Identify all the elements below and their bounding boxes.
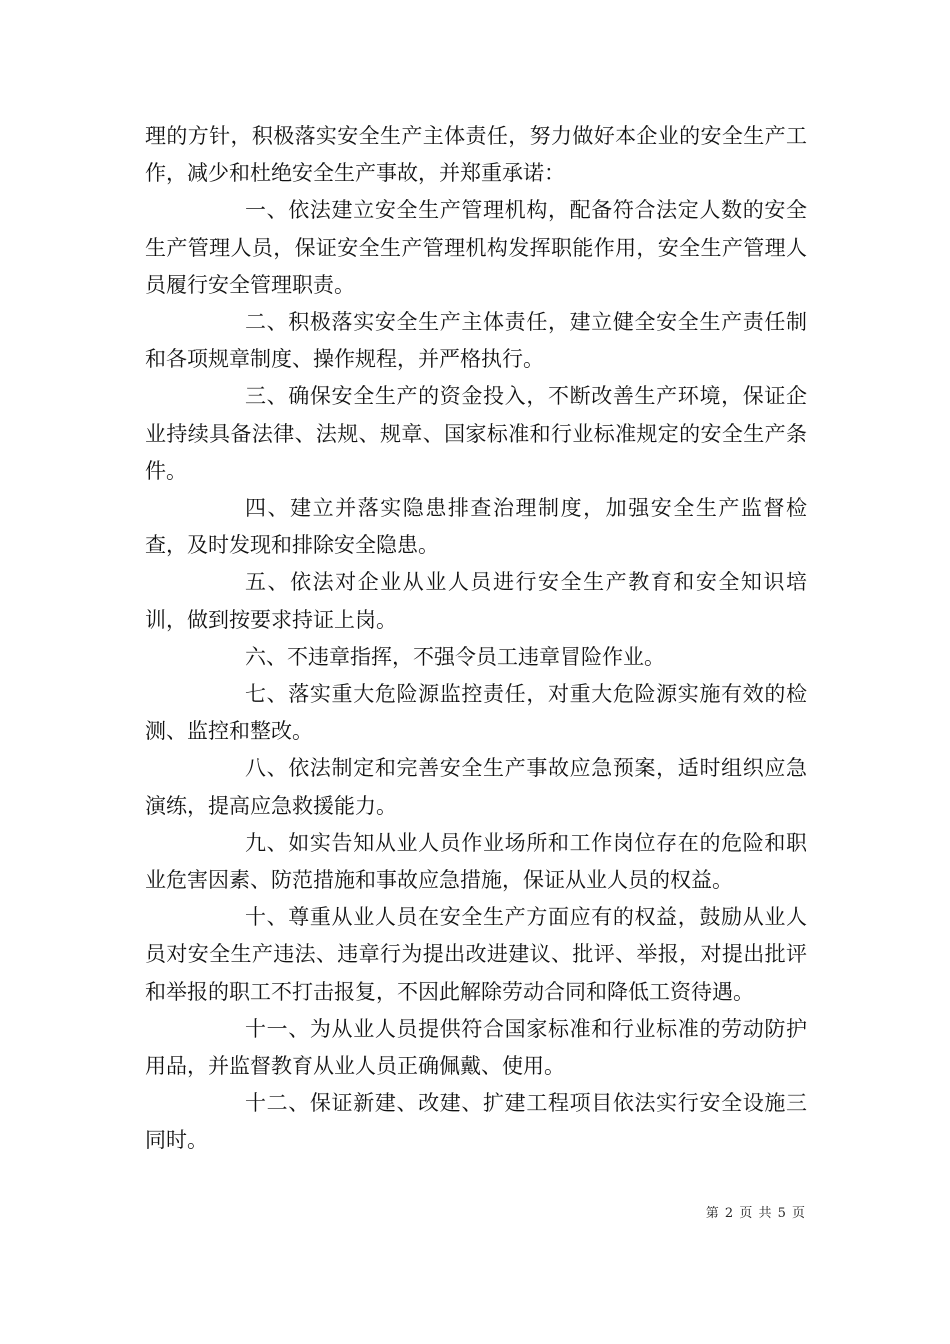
paragraph-item-11: 十一、为从业人员提供符合国家标准和行业标准的劳动防护用品，并监督教育从业人员正确佩戴、使用。: [145, 1016, 807, 1079]
paragraph-item-9: 九、如实告知从业人员作业场所和工作岗位存在的危险和职业危害因素、防范措施和事故应急措施，保证从业人员的权益。: [145, 830, 807, 893]
document-body: [145, 118, 807, 1160]
paragraph-item-2: 二、积极落实安全生产主体责任，建立健全安全生产责任制和各项规章制度、操作规程，并严格执行。: [145, 310, 807, 372]
paragraph-item-4: 四、建立并落实隐患排查治理制度，加强安全生产监督检查，及时发现和排除安全隐患。: [145, 496, 807, 558]
paragraph-item-7: 七、落实重大危险源监控责任，对重大危险源实施有效的检测、监控和整改。: [145, 682, 807, 744]
paragraph-item-1: 一、依法建立安全生产管理机构，配备符合法定人数的安全生产管理人员，保证安全生产管理机构发挥职能作用，安全生产管理人员履行安全管理职责。: [145, 198, 807, 297]
paragraph-item-3: 三、确保安全生产的资金投入，不断改善生产环境，保证企业持续具备法律、法规、规章、国家标准和行业标准规定的安全生产条件。: [145, 384, 807, 483]
page-number-footer: 第 2 页 共 5 页: [705, 1206, 806, 1221]
paragraph-item-10: 十、尊重从业人员在安全生产方面应有的权益，鼓励从业人员对安全生产违法、违章行为提出改进建议、批评、举报，对提出批评和举报的职工不打击报复，不因此解除劳动合同和降低工资待遇。: [145, 905, 807, 1004]
paragraph-continuation: 理的方针，积极落实安全生产主体责任，努力做好本企业的安全生产工作，减少和杜绝安全生产事故，并郑重承诺：: [145, 124, 807, 186]
paragraph-item-6: 六、不违章指挥，不强令员工违章冒险作业。: [245, 644, 665, 669]
paragraph-item-5: 五、依法对企业从业人员进行安全生产教育和安全知识培训，做到按要求持证上岗。: [145, 570, 807, 632]
paragraph-item-8: 八、依法制定和完善安全生产事故应急预案，适时组织应急演练，提高应急救援能力。: [145, 756, 807, 818]
paragraph-item-12: 十二、保证新建、改建、扩建工程项目依法实行安全设施三同时。: [145, 1091, 807, 1153]
